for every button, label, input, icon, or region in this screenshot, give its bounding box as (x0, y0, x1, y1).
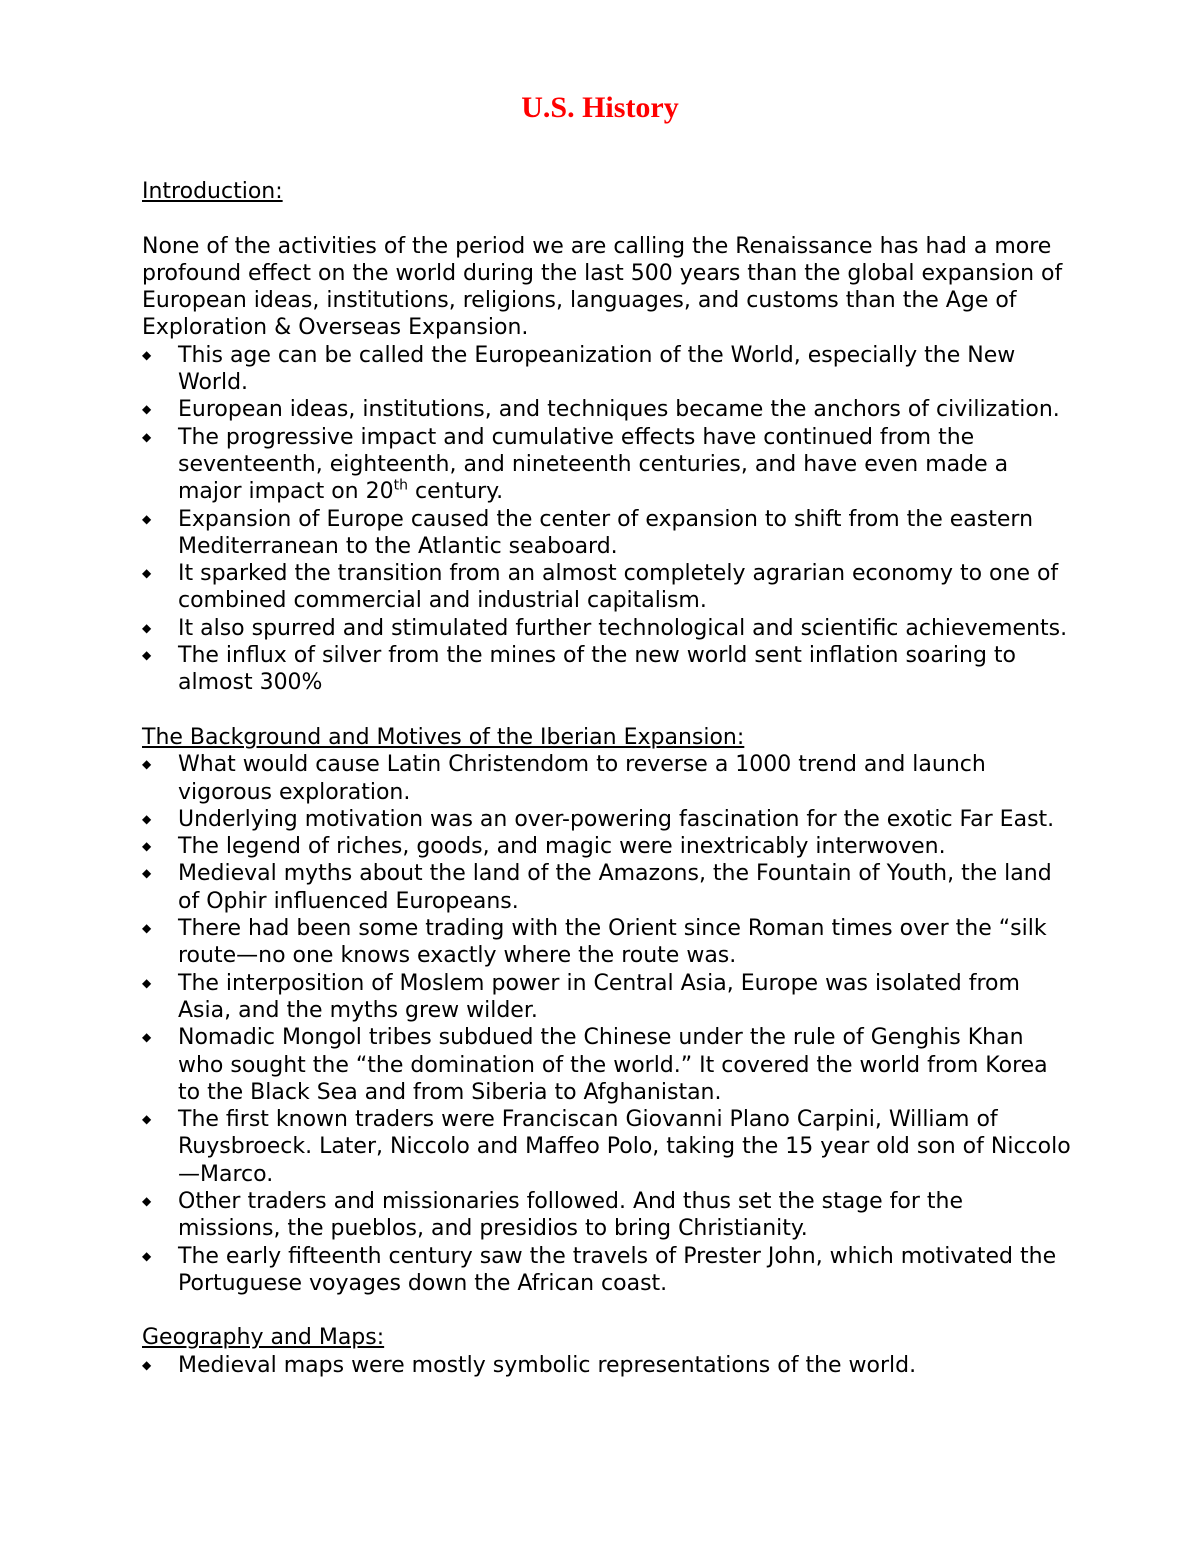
list-item-text: Other traders and missionaries followed. And thus set the stage for the missions, the pueblos, and presidios to bring Christianity. (178, 1188, 964, 1242)
page-title: U.S. History (521, 91, 679, 124)
list-item (142, 806, 1072, 833)
geography-bullet-list (142, 1352, 1072, 1379)
section-heading-background: The Background and Motives of the Iberian Expansion: (142, 724, 745, 750)
list-item (142, 506, 1072, 561)
list-item (142, 970, 1072, 1025)
diamond-bullet-icon: ◆ (142, 511, 152, 526)
document-body (142, 178, 1072, 1379)
diamond-bullet-icon: ◆ (142, 402, 152, 417)
list-item-text: It sparked the transition from an almost completely agrarian economy to one of combined commercial and industrial capitalism. (178, 561, 1059, 614)
list-item-text: The influx of silver from the mines of the new world sent inflation soaring to almost 300% (178, 643, 1016, 696)
list-item-text: The first known traders were Franciscan Giovanni Plano Carpini, William of Ruysbroeck. Later, Niccolo and Maffeo Polo, taking the 15 year old son of Niccolo—Marco. (178, 1107, 1071, 1187)
diamond-bullet-icon: ◆ (142, 429, 152, 444)
list-item-text: The early fifteenth century saw the travels of Prester John, which motivated the Portuguese voyages down the African coast. (178, 1243, 1057, 1296)
diamond-bullet-icon: ◆ (142, 347, 152, 362)
list-item-text: Underlying motivation was an over-powering fascination for the exotic Far East. (178, 806, 1055, 832)
list-item (142, 1024, 1072, 1106)
list-item-text: What would cause Latin Christendom to reverse a 1000 trend and launch vigorous exploration. (178, 752, 986, 805)
section-heading-introduction: Introduction: (142, 179, 283, 204)
list-item-text: The interposition of Moslem power in Central Asia, Europe was isolated from Asia, and the myths grew wilder. (178, 970, 1020, 1023)
diamond-bullet-icon: ◆ (142, 648, 152, 663)
list-item (142, 1243, 1072, 1298)
list-item-text-tail: century. (408, 479, 504, 505)
diamond-bullet-icon: ◆ (142, 1357, 152, 1372)
list-item-text: European ideas, institutions, and techniques became the anchors of civilization. (178, 397, 1060, 423)
diamond-bullet-icon: ◆ (142, 975, 152, 990)
list-item (142, 833, 1072, 860)
list-item (142, 642, 1072, 697)
diamond-bullet-icon: ◆ (142, 566, 152, 581)
list-item-text: There had been some trading with the Orient since Roman times over the “silk route—no one knows exactly where the route was. (178, 916, 1047, 969)
diamond-bullet-icon: ◆ (142, 1112, 152, 1127)
list-item (142, 424, 1072, 506)
diamond-bullet-icon: ◆ (142, 921, 152, 936)
introduction-paragraph: None of the activities of the period we are calling the Renaissance has had a more profound effect on the world during the last 500 years than the global expansion of European ideas, institutions, religions, languages, and customs than the Age of Exploration & Overseas Expansion. (142, 233, 1063, 341)
list-item-text: Medieval maps were mostly symbolic representations of the world. (178, 1352, 917, 1378)
diamond-bullet-icon: ◆ (142, 1248, 152, 1263)
list-item (142, 615, 1072, 642)
introduction-bullet-list (142, 342, 1072, 697)
list-item (142, 915, 1072, 970)
list-item-text: This age can be called the Europeanization of the World, especially the New World. (178, 342, 1016, 396)
list-item (142, 1352, 1072, 1379)
section-heading-geography: Geography and Maps: (142, 1325, 385, 1351)
list-item (142, 751, 1072, 806)
list-item (142, 396, 1072, 423)
diamond-bullet-icon: ◆ (142, 839, 152, 854)
spacer (142, 1297, 1072, 1324)
list-item (142, 860, 1072, 915)
list-item-text: It also spurred and stimulated further technological and scientific achievements. (178, 615, 1068, 641)
diamond-bullet-icon: ◆ (142, 811, 152, 826)
list-item-text: The legend of riches, goods, and magic were inextricably interwoven. (178, 834, 946, 860)
list-item (142, 560, 1072, 615)
diamond-bullet-icon: ◆ (142, 1193, 152, 1208)
list-item (142, 342, 1072, 397)
diamond-bullet-icon: ◆ (142, 866, 152, 881)
list-item (142, 1106, 1072, 1188)
background-bullet-list (142, 751, 1072, 1297)
diamond-bullet-icon: ◆ (142, 757, 152, 772)
spacer (142, 205, 1072, 232)
superscript-th: th (393, 477, 408, 494)
list-item-text: Medieval myths about the land of the Amazons, the Fountain of Youth, the land of Ophir influenced Europeans. (178, 861, 1052, 914)
spacer (142, 697, 1072, 724)
list-item-text: The progressive impact and cumulative effects have continued from the seventeenth, eighteenth, and nineteenth centuries, and have even made a major impact on 20 (178, 424, 1009, 505)
list-item (142, 1188, 1072, 1243)
diamond-bullet-icon: ◆ (142, 620, 152, 635)
list-item-text: Expansion of Europe caused the center of expansion to shift from the eastern Mediterranean to the Atlantic seaboard. (178, 506, 1034, 559)
diamond-bullet-icon: ◆ (142, 1030, 152, 1045)
list-item-text: Nomadic Mongol tribes subdued the Chinese under the rule of Genghis Khan who sought the “the domination of the world.” It covered the world from Korea to the Black Sea and from Siberia to Afghanistan. (178, 1025, 1048, 1105)
